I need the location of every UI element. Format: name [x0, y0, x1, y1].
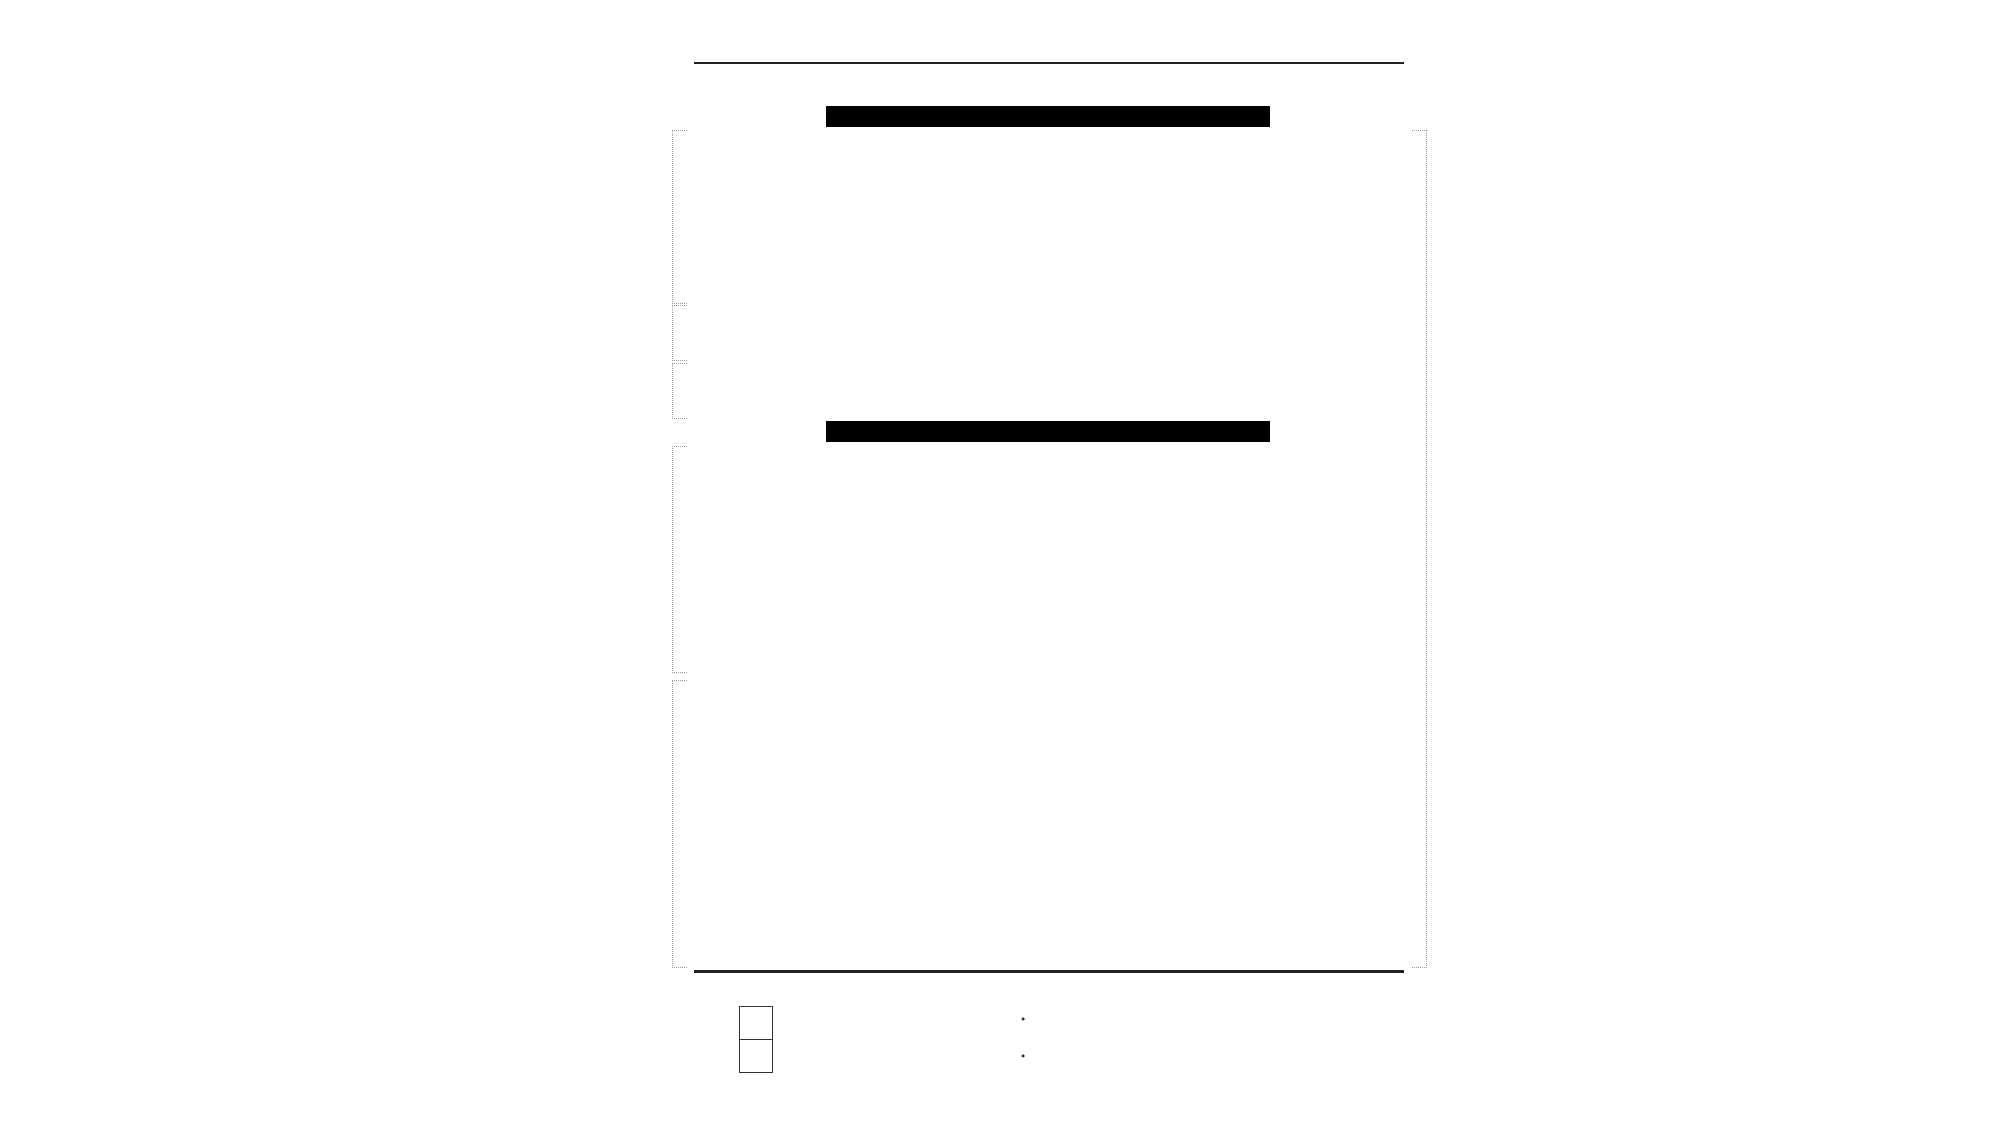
label-less-safe-indoor: [649, 508, 667, 608]
group-bracket-less-safe-indoor: [672, 446, 687, 673]
section-indoor: [826, 421, 1270, 442]
header-activity: [826, 68, 1270, 108]
bottom-rule: [694, 970, 1404, 973]
label-least-safe-outdoor: [622, 362, 656, 418]
label-safest: [649, 175, 667, 255]
group-bracket-less-safe-outdoor: [672, 305, 687, 361]
header-vaccinated: [1270, 64, 1404, 124]
group-bracket-safest: [672, 130, 687, 304]
section-outdoor: [826, 106, 1270, 127]
label-right-safest: [1431, 511, 1449, 591]
face-mask-icon: [739, 1039, 773, 1073]
header-unvaccinated: [694, 64, 826, 124]
group-bracket-least-safe-indoor: [672, 680, 687, 968]
group-bracket-right-safest: [1412, 130, 1427, 968]
face-no-mask-icon: [739, 1006, 773, 1040]
label-less-safe-outdoor: [622, 304, 656, 360]
label-least-safe-indoor: [649, 772, 667, 872]
group-bracket-least-safe-outdoor: [672, 363, 687, 419]
